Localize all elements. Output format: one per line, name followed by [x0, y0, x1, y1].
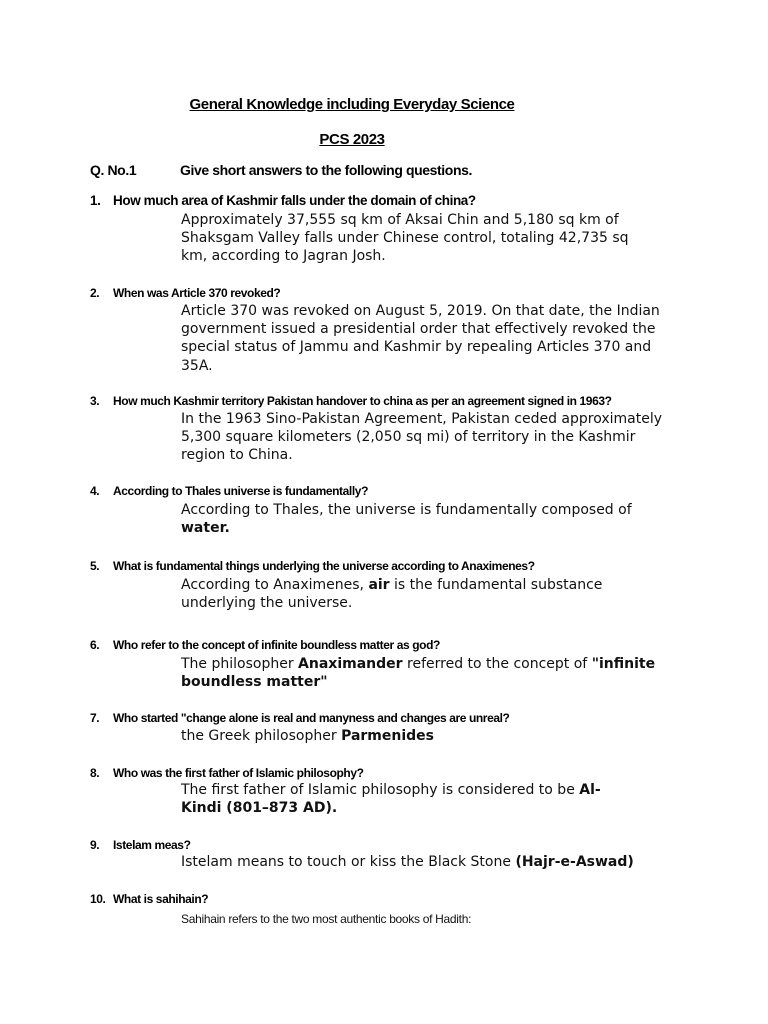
question-text-8: Who was the first father of Islamic philosophy? — [113, 766, 364, 780]
question-number: Q. No.1 — [90, 162, 137, 178]
question-text-6: Who refer to the concept of infinite boundless matter as god? — [113, 638, 440, 652]
question-number-6: 6. — [90, 638, 100, 652]
answer-1: Approximately 37,555 sq km of Aksai Chin and 5,180 sq km of Shaksgam Valley falls under Chinese control, totaling 42,735 sq km, according to Jagran Josh. — [181, 212, 629, 265]
question-number-10: 10. — [90, 892, 106, 906]
question-text-7: Who started "change alone is real and manyness and changes are unreal? — [113, 711, 510, 725]
answer-9 — [181, 853, 681, 871]
question-number-4: 4. — [90, 484, 100, 498]
answer-6-highlight-2: "infinite boundless matter" — [181, 656, 656, 691]
answer-2: Article 370 was revoked on August 5, 2019. On that date, the Indian government issued a presidential order that effectively revoked the special status of Jammu and Kashmir by repealing Articles 370 and 35A. — [181, 303, 660, 374]
question-6 — [90, 638, 440, 652]
question-number-7: 7. — [90, 711, 100, 725]
answer-9-text: Istelam means to touch or kiss the Black Stone — [181, 854, 511, 870]
question-10 — [90, 892, 208, 906]
answer-4-highlight: water. — [181, 520, 230, 537]
answer-6-text-start: The philosopher — [181, 656, 294, 672]
question-5 — [90, 559, 535, 573]
answer-8-highlight: Al-Kindi (801–873 AD). — [181, 782, 601, 817]
question-7 — [90, 711, 510, 725]
question-text-3: How much Kashmir territory Pakistan handover to china as per an agreement signed in 1963? — [113, 394, 612, 408]
document-title: General Knowledge including Everyday Science — [189, 96, 515, 113]
answer-6-highlight: Anaximander — [298, 656, 403, 672]
question-text-5: What is fundamental things underlying the universe according to Anaximenes? — [113, 559, 535, 573]
question-1 — [90, 193, 476, 208]
question-3 — [90, 394, 612, 408]
answer-4 — [181, 501, 681, 537]
instruction-text: Give short answers to the following questions. — [180, 162, 472, 178]
question-text-10: What is sahihain? — [113, 892, 209, 906]
document-subtitle: PCS 2023 — [319, 131, 385, 148]
question-8 — [90, 766, 364, 780]
question-number-1: 1. — [90, 193, 101, 208]
answer-6 — [181, 655, 681, 691]
question-2 — [90, 286, 280, 300]
answer-5-text-start: According to Anaximenes, — [181, 577, 364, 593]
question-number-5: 5. — [90, 559, 100, 573]
answer-3: In the 1963 Sino-Pakistan Agreement, Pakistan ceded approximately 5,300 square kilometers (2,050 sq mi) of territory in the Kashmir region to China. — [181, 411, 663, 464]
answer-7 — [181, 727, 681, 745]
answer-8-text: The first father of Islamic philosophy is considered to be — [181, 782, 575, 798]
question-number-2: 2. — [90, 286, 100, 300]
answer-7-highlight: Parmenides — [341, 728, 434, 744]
question-number-8: 8. — [90, 766, 100, 780]
answer-5-highlight: air — [368, 577, 390, 593]
question-4 — [90, 484, 368, 498]
section-heading — [90, 162, 472, 178]
question-number-3: 3. — [90, 394, 100, 408]
question-text-9: Istelam meas? — [113, 838, 191, 852]
question-number-9: 9. — [90, 838, 100, 852]
answer-7-text: the Greek philosopher — [181, 728, 337, 744]
question-text-2: When was Article 370 revoked? — [113, 286, 281, 300]
answer-5 — [181, 576, 681, 612]
answer-6-text-mid: referred to the concept of — [407, 656, 588, 672]
answer-9-highlight: (Hajr-e-Aswad) — [515, 854, 634, 870]
answer-8 — [181, 781, 601, 817]
question-9 — [90, 838, 191, 852]
answer-5-text-end: is the fundamental substance underlying the universe. — [181, 577, 603, 612]
question-text-1: How much area of Kashmir falls under the domain of china? — [113, 193, 476, 208]
answer-10: Sahihain refers to the two most authentic books of Hadith: — [181, 912, 472, 926]
answer-4-text: According to Thales, the universe is fundamentally composed of — [181, 502, 632, 518]
question-text-4: According to Thales universe is fundamentally? — [113, 484, 368, 498]
